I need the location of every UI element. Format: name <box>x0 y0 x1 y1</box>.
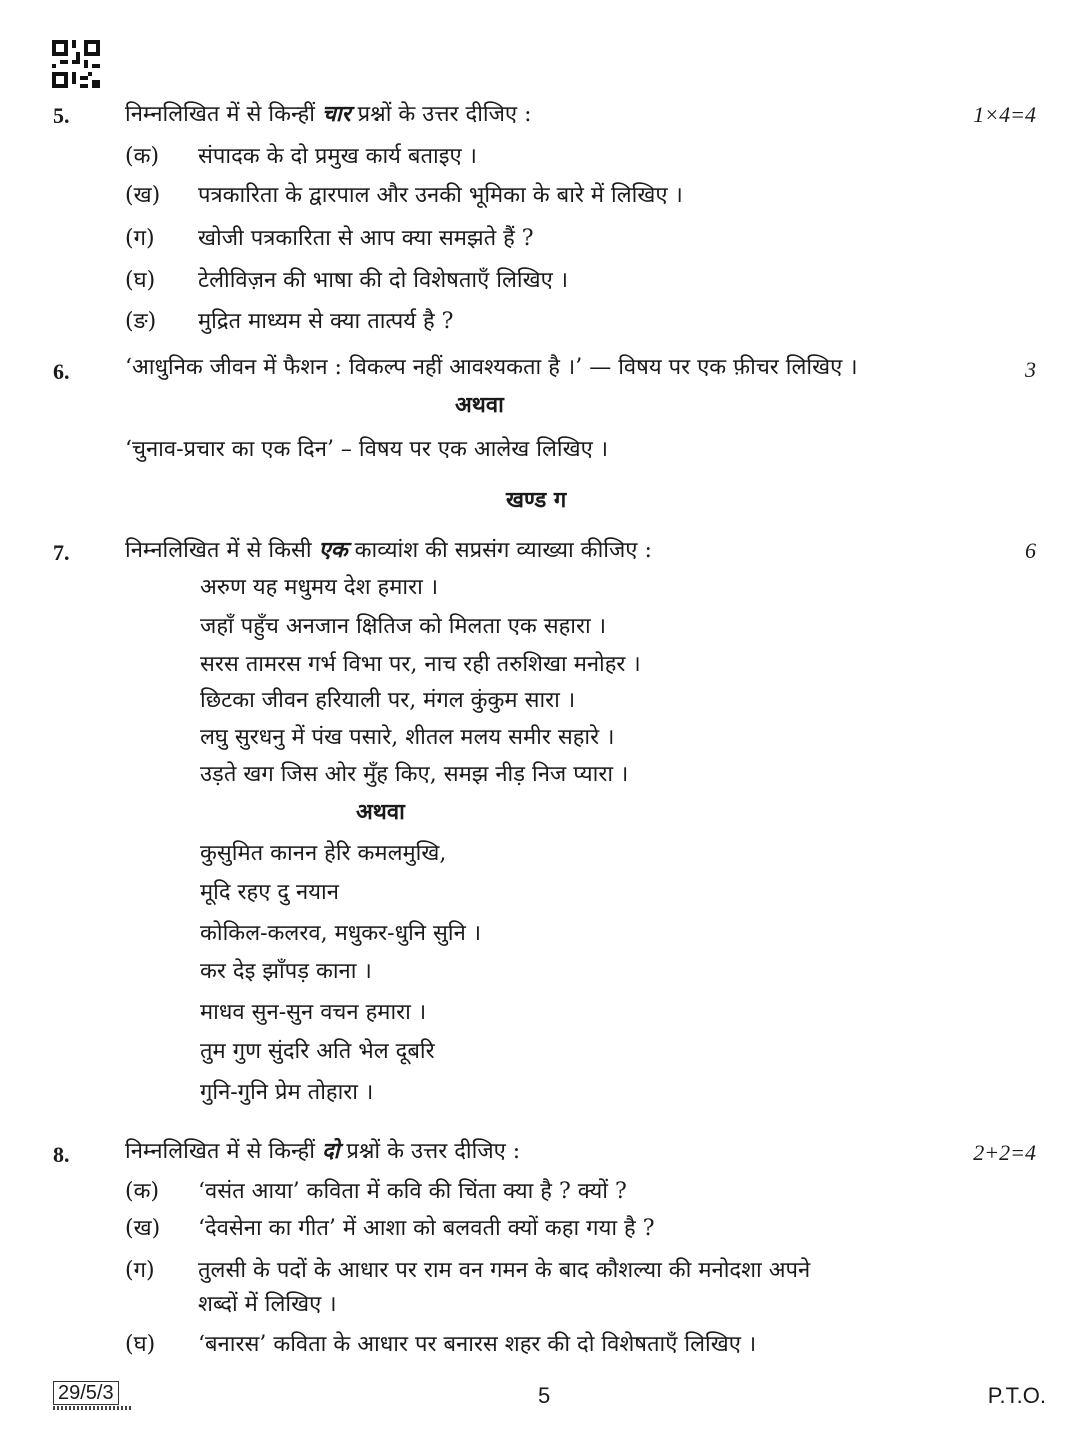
question-6-number: 6. <box>53 359 70 384</box>
question-8-text <box>125 1136 520 1167</box>
q8-item-label: (घ) <box>125 1332 156 1357</box>
poem-line: मूदि रहए दु नयान <box>200 880 339 905</box>
q8-item-text: ‘देवसेना का गीत’ में आशा को बलवती क्यों कहा गया है ? <box>198 1216 655 1241</box>
question-6-marks: 3 <box>1025 357 1036 382</box>
poem-line: गुनि-गुनि प्रेम तोहारा । <box>200 1080 374 1105</box>
q5-item-label: (क) <box>125 144 160 169</box>
q8-item-text: तुलसी के पदों के आधार पर राम वन गमन के बाद कौशल्या की मनोदशा अपने <box>198 1258 811 1283</box>
poem-line: तुम गुण सुंदरि अति भेल दूबरि <box>200 1039 435 1064</box>
question-5-marks: 1×4=4 <box>973 102 1036 127</box>
q8-item-text-continued: शब्दों में लिखिए । <box>198 1292 337 1317</box>
q8-item-label: (ख) <box>125 1216 161 1241</box>
q5-item-text: संपादक के दो प्रमुख कार्य बताइए । <box>198 144 478 169</box>
question-5-emphasis: चार <box>321 101 351 127</box>
question-7-post: काव्यांश की सप्रसंग व्याख्या कीजिए : <box>354 538 652 563</box>
poem-line: लघु सुरधनु में पंख पसारे, शीतल मलय समीर सहारे । <box>200 725 615 750</box>
question-5-number: 5. <box>53 103 70 128</box>
poem-line: माधव सुन-सुन वचन हमारा । <box>200 1000 427 1025</box>
section-heading: खण्ड ग <box>506 487 567 513</box>
paper-code-barcode <box>53 1406 133 1410</box>
poem-line: कर देइ झाँपड़ काना । <box>200 959 372 984</box>
q5-item-label: (ख) <box>125 183 161 208</box>
question-7-pre: निम्नलिखित में से किसी <box>125 538 312 563</box>
question-7-marks: 6 <box>1025 538 1036 563</box>
poem-line: उड़ते खग जिस ओर मुँह किए, समझ नीड़ निज प्यारा । <box>200 762 629 787</box>
poem-line: कुसुमित कानन हेरि कमलमुखि, <box>200 841 447 866</box>
q5-item-label: (ङ) <box>125 309 157 334</box>
poem-line: जहाँ पहुँच अनजान क्षितिज को मिलता एक सहारा । <box>200 614 607 639</box>
paper-code: 29/5/3 <box>53 1381 119 1405</box>
q5-item-text: खोजी पत्रकारिता से आप क्या समझते हैं ? <box>198 226 534 251</box>
question-7-or: अथवा <box>356 799 405 825</box>
q8-item-text: ‘वसंत आया’ कविता में कवि की चिंता क्या है ? क्यों ? <box>198 1179 627 1204</box>
q8-item-label: (ग) <box>125 1258 155 1283</box>
question-5-post: प्रश्नों के उत्तर दीजिए : <box>357 102 532 127</box>
question-7-emphasis: एक <box>318 537 348 563</box>
page-number: 5 <box>538 1383 551 1408</box>
poem-line: छिटका जीवन हरियाली पर, मंगल कुंकुम सारा । <box>200 688 576 713</box>
qr-code-icon <box>52 40 100 88</box>
question-5-text <box>125 99 532 130</box>
question-8-marks: 2+2=4 <box>973 1140 1036 1165</box>
question-6-text: ‘आधुनिक जीवन में फैशन : विकल्प नहीं आवश्यकता है ।’ — विषय पर एक फ़ीचर लिखिए । <box>125 355 858 380</box>
question-8-post: प्रश्नों के उत्तर दीजिए : <box>346 1139 521 1164</box>
question-6-or: अथवा <box>455 392 504 418</box>
q8-item-text: ‘बनारस’ कविता के आधार पर बनारस शहर की दो विशेषताएँ लिखिए । <box>198 1332 757 1357</box>
question-7-text <box>125 535 652 566</box>
question-6-alternative: ‘चुनाव-प्रचार का एक दिन’ – विषय पर एक आलेख लिखिए । <box>125 437 609 462</box>
question-8-number: 8. <box>53 1142 70 1167</box>
q5-item-text: पत्रकारिता के द्वारपाल और उनकी भूमिका के बारे में लिखिए । <box>198 183 683 208</box>
poem-line: अरुण यह मधुमय देश हमारा । <box>200 575 439 600</box>
question-8-emphasis: दो <box>321 1138 340 1164</box>
q5-item-text: मुद्रित माध्यम से क्या तात्पर्य है ? <box>198 309 454 334</box>
poem-line: कोकिल-कलरव, मधुकर-धुनि सुनि । <box>200 921 482 946</box>
q5-item-text: टेलीविज़न की भाषा की दो विशेषताएँ लिखिए । <box>198 268 569 293</box>
q8-item-label: (क) <box>125 1179 160 1204</box>
pto-label: P.T.O. <box>987 1383 1046 1408</box>
question-7-number: 7. <box>53 540 70 565</box>
q5-item-label: (घ) <box>125 268 156 293</box>
question-5-pre: निम्नलिखित में से किन्हीं <box>125 102 315 127</box>
q5-item-label: (ग) <box>125 226 155 251</box>
question-8-pre: निम्नलिखित में से किन्हीं <box>125 1139 315 1164</box>
poem-line: सरस तामरस गर्भ विभा पर, नाच रही तरुशिखा मनोहर । <box>200 652 641 677</box>
